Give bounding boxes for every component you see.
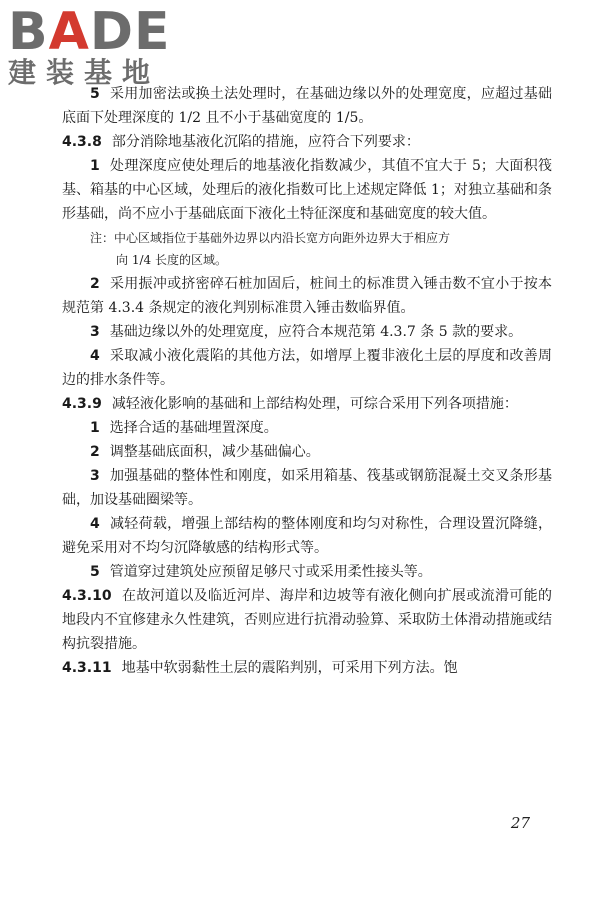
paragraph-4-3-9-item-5: 5 管道穿过建筑处应预留足够尺寸或采用柔性接头等。	[90, 564, 432, 580]
paragraph-4-3-9-item-1: 1 选择合适的基础埋置深度。	[90, 420, 278, 436]
clause-4-3-9: 4.3.9 减轻液化影响的基础和上部结构处理，可综合采用下列各项措施：	[62, 396, 518, 412]
paragraph-4-3-9-item-3: 3 加强基础的整体性和刚度，如采用箱基、筏基或钢筋混凝土交叉条形基础，加设基础圈梁等。	[62, 468, 552, 508]
clause-4-3-11: 4.3.11 地基中软弱黏性土层的震陷判别，可采用下列方法。饱	[62, 660, 458, 676]
paragraph-4-3-8-item-1: 1 处理深度应使处理后的地基液化指数减少，其值不宜大于 5；大面积筏基、箱基的中心区域，处理后的液化指数可比上述规定降低 1；对独立基础和条形基础，尚不应小于基础底面下液化土特征深度和基础宽度的较大值。	[62, 158, 552, 222]
bade-logo	[8, 4, 178, 88]
document-body	[62, 82, 552, 680]
clause-4-3-8: 4.3.8 部分消除地基液化沉陷的措施，应符合下列要求：	[62, 134, 420, 150]
paragraph-item-5-replacement: 5 采用加密法或换土法处理时，在基础边缘以外的处理宽度，应超过基础底面下处理深度的 1/2 且不小于基础宽度的 1/5。	[62, 86, 552, 126]
note-line-2: 向 1/4 长度的区域。	[116, 253, 227, 267]
note-line-1: 注：中心区域指位于基础外边界以内沿长宽方向距外边界大于相应方	[90, 231, 451, 245]
paragraph-4-3-8-item-4: 4 采取减小液化震陷的其他方法，如增厚上覆非液化土层的厚度和改善周边的排水条件等。	[62, 348, 552, 388]
logo-chinese-text: 建装基地	[8, 56, 161, 89]
clause-4-3-10: 4.3.10 在故河道以及临近河岸、海岸和边坡等有液化侧向扩展或流滑可能的地段内不宜修建永久性建筑，否则应进行抗滑动验算、采取防土体滑动措施或结构抗裂措施。	[62, 588, 552, 652]
logo-wordmark: BADE	[8, 2, 171, 62]
paragraph-4-3-8-item-2: 2 采用振冲或挤密碎石桩加固后，桩间土的标准贯入锤击数不宜小于按本规范第 4.3.4 条规定的液化判别标准贯入锤击数临界值。	[62, 276, 552, 316]
paragraph-4-3-9-item-2: 2 调整基础底面积，减少基础偏心。	[90, 444, 320, 460]
paragraph-4-3-9-item-4: 4 减轻荷载，增强上部结构的整体刚度和均匀对称性，合理设置沉降缝，避免采用对不均匀沉降敏感的结构形式等。	[62, 516, 552, 556]
paragraph-4-3-8-item-3: 3 基础边缘以外的处理宽度，应符合本规范第 4.3.7 条 5 款的要求。	[90, 324, 523, 340]
page-number: 27	[510, 814, 530, 832]
